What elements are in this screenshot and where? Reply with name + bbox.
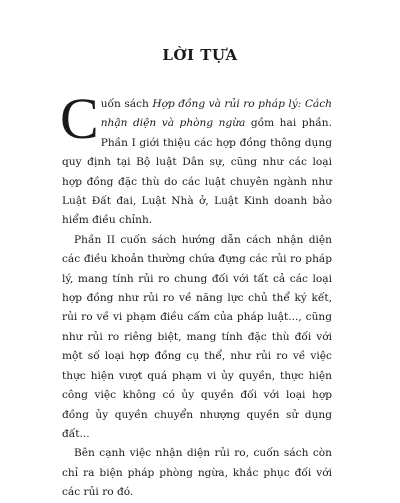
intro-paragraph <box>60 86 332 231</box>
preface-body <box>60 86 332 503</box>
page-title: LỜI TỰA <box>162 46 238 64</box>
book-title: Hợp đồng và rủi ro pháp lý: Cách nhận diện và phòng ngừa <box>100 98 332 130</box>
paragraph-part-two: Phần II cuốn sách hướng dẫn cách nhận diện các điều khoản thường chứa đựng các rủi ro pháp lý, mang tính rủi ro chung đối với tất cả các loại hợp đồng như rủi ro về năng lực chủ thể ký kết, rủi ro về vi phạm điều cấm của pháp luật..., cũng như rủi ro riêng biệt, mang tính đặc thù đối với một số loại hợp đồng cụ thể, như rủi ro về việc thực hiện vượt quá phạm vi ủy quyền, thực hiện công việc không có ủy quyền đối với loại hợp đồng ủy quyền chuyển nhượng quyền sử dụng đất... <box>62 233 332 440</box>
intro-rest-text: gồm hai phần. Phần I giới thiệu các hợp đồng thông dụng quy định tại Bộ luật Dân sự, cũng như các loại hợp đồng đặc thù do các luật chuyên ngành như Luật Đất đai, Luật Nhà ở, Luật Kinh doanh bảo hiểm điều chỉnh. <box>62 117 332 227</box>
drop-cap-letter: C <box>60 86 99 151</box>
paragraph-risk-prevention: Bên cạnh việc nhận diện rủi ro, cuốn sách còn chỉ ra biện pháp phòng ngừa, khắc phục đối với các rủi ro đó. <box>62 447 332 499</box>
intro-lead-text: uốn sách <box>100 98 153 110</box>
